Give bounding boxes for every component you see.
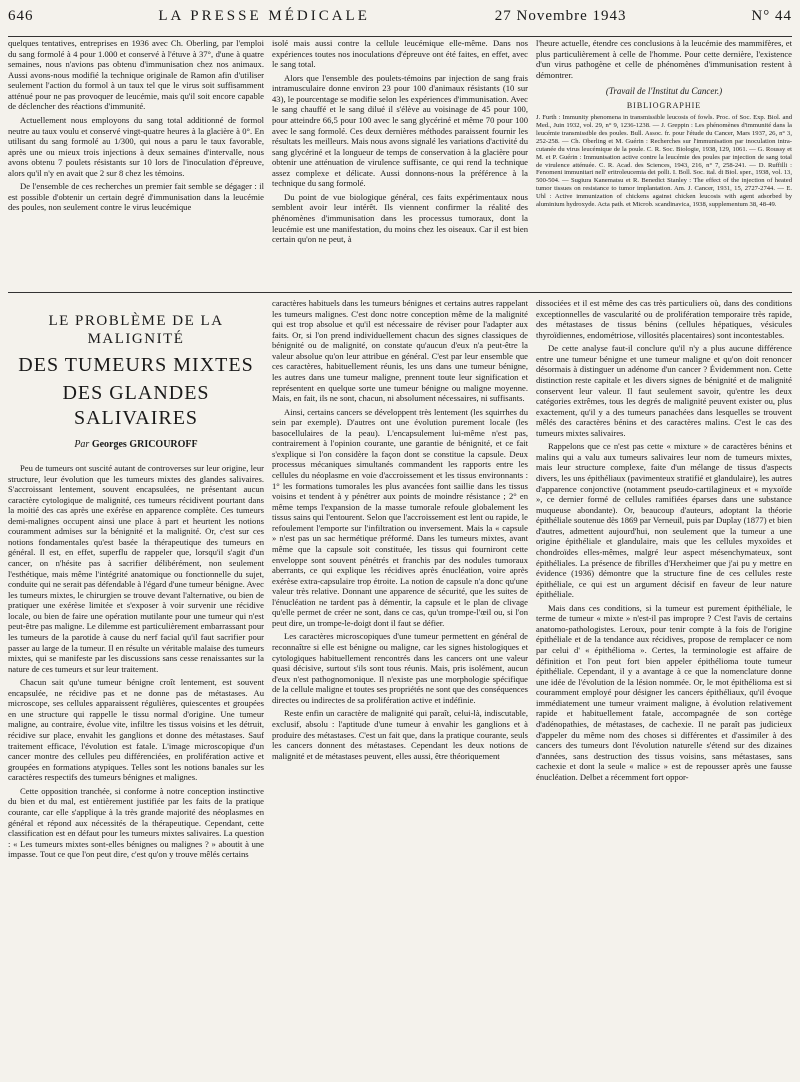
newspaper-page bbox=[8, 0, 792, 1070]
section-rule bbox=[8, 292, 792, 293]
paragraph: Du point de vue biologique général, ces faits expérimentaux nous semblent avoir leur intérêt. Ils viennent confirmer la réalité des phénomènes d'immunisation dans les processus tumoraux, dont la leucémie est une manifestation, du moins chez les oiseaux. Car il est bien certain qu'on ne peut, à bbox=[272, 191, 528, 245]
paragraph: Les caractères microscopiques d'une tumeur permettent en général de reconnaître si elle est bénigne ou maligne, car les signes histologiques et cytologiques habituellement rencontrés dans les cancers ont une valeur quasi décisive, surtout s'ils sont tous réunis. Mais, pris isolément, aucun d'eux n'est pathognomonique. Il n'existe pas une morphologie spécifique de la cellule maligne et toutes ses propriétés ne sont que des conséquences directes ou indirectes de sa prolifération active et indéfinie. bbox=[272, 631, 528, 705]
byline-prefix: Par bbox=[74, 438, 90, 450]
article-title bbox=[8, 312, 264, 431]
title-line: DES TUMEURS MIXTES bbox=[18, 353, 254, 376]
paragraph: quelques tentatives, entreprises en 1936 avec Ch. Oberling, par l'emploi du sang formolé à 4 pour 1.000 et conservé à l'étuve à 37°, d'une à quatre semaines, nous n'avions pas obtenu d'immunisation chez nos animaux. Aussi avons-nous modifié la technique originale de Ramon afin d'utiliser seulement l'action du formol à un taux tel que le virus soit suffisamment atténué pour ne pas provoquer de leucémie, mais qu'il soit encore capable de déclencher des réactions d'immunité. bbox=[8, 38, 264, 112]
top-column-3 bbox=[536, 38, 792, 286]
paragraph: Rappelons que ce n'est pas cette « mixture » de caractères bénins et malins qui a valu aux tumeurs salivaires leur nom de tumeurs mixtes, mais leur structure complexe, faite d'un mélange de tissus d'aspects divers, les uns épithéliaux (pavimenteux stratifié et glandulaire), les autres d'apparence conjonctive (notamment pseudo-cartilagineux et « myxoïde », ce dernier formé de cellules ramifiées éparses dans une substance muqueuse abondante). Or, beaucoup d'auteurs, adoptant la théorie épithéliale soutenue dès 1869 par Verneuil, puis par Duplay (1877) et bien d'autres, admettent aujourd'hui, non seulement que la tumeur a une origine épithéliale et glandulaire, mais que les cellules myxoïdes et chondroïdes elles-mêmes, malgré leur aspect mésenchymateux, sont épithéliales. La présence de fibrilles d'Herxheimer que j'ai pu y mettre en évidence (1936) démontre que la structure fine de ces cellules reste épithéliale, ce qui est un argument décisif en faveur de leur nature épithéliale. bbox=[536, 441, 792, 600]
paragraph: Ainsi, certains cancers se développent très lentement (les squirrhes du sein par exemple). D'autres ont une évolution purement locale (les basocellulaires de la peau). L'encapsulement lui-même n'est pas, contrairement à l'opinion courante, une garantie de bénignité, et ce fait s'explique si l'on considère la façon dont se constitue la capsule. Deux processus mécaniques simultanés commandent les rapports entre les cellules du néoplasme en voie d'accroissement et les tissus environnants : 1° les formations tumorales les plus avancées font saillie dans les tissus voisins et tendent à y pénétrer aux points de moindre résistance ; 2° en même temps l'expansion de la masse tumorale refoule globalement les tissus sains qui l'entourent. Selon que l'accroissement est lent ou rapide, le refoulement l'emporte sur l'infiltration ou inversement. Mais la « capsule » n'est pas un sac hermétique préformé. Dans les tumeurs mixtes, avant même que la capsule soit constituée, les tissus qui fourniront cette enveloppe sont souvent pénétrés et franchis par des nodules tumoraux aberrants, ce qui explique les récidives après énucléation, voire après exérèse extra-capsulaire trop étroite. La notion de capsule n'a donc qu'une valeur très relative. Donnant une apparence de sécurité, que les suites de l'énucléation ne tardent pas à démentir, la capsule et le plan de clivage qu'elle permet de créer ne sont, dans ce cas, qu'un trompe-l'œil ou, si l'on peut dire, un trompe-le-doigt dont il faut se défier. bbox=[272, 406, 528, 628]
journal-title: LA PRESSE MÉDICALE bbox=[158, 8, 370, 24]
paragraph: Reste enfin un caractère de malignité qui paraît, celui-là, indiscutable, exclusif, absolu : l'aptitude d'une tumeur à envahir les ganglions et à produire des métastases. C'est un fait que, dans la pratique courante, seuls les cancers donnent des métastases. Cependant les deux notions de malignité et de métastases peuvent, elles aussi, être théoriquement bbox=[272, 708, 528, 761]
institution-credit: (Travail de l'Institut du Cancer.) bbox=[605, 86, 723, 97]
paragraph: Mais dans ces conditions, si la tumeur est purement épithéliale, le terme de tumeur « mixte » n'est-il pas impropre ? C'est l'avis de certains anatomo-pathologistes. Leroux, pour tenir compte à la fois de l'origine épithéliale et de la tendance aux récidives, propose de remplacer ce nom par celui d' « épithélioma ». Certes, la terminologie est affaire de définition et l'on peut fort bien appeler épithélioma toute tumeur épithéliale. Cependant, il y a avantage à ce que la nomenclature donne une idée de l'évolution de la lésion nommée. Or, le mot épithélioma est si couramment employé pour désigner les cancers épithéliaux, qu'il évoque immédiatement une tumeur vraiment maligne, à évolution relativement rapide et habituellement fatale, accompagnée de son cortège d'adénopathies, de métastases, de cachexie. Il ne paraît pas judicieux d'appeler du même nom des choses si différentes et d'assimiler à des cancers des tumeurs dont l'évolution naturelle s'étend sur des dizaines d'années, sans destruction des tissus voisins, sans métastases, sans cachexie et dont la seule « malice » est de repousser après une fausse énucléation. Delbet a récemment fort oppor- bbox=[536, 602, 792, 782]
paragraph: De l'ensemble de ces recherches un premier fait semble se dégager : il est possible d'obtenir un certain degré d'immunisation dans la leucémie des poules, non seulement contre le virus leucémique bbox=[8, 181, 264, 213]
paragraph: l'heure actuelle, étendre ces conclusions à la leucémie des mammifères, et plus particulièrement à celle de l'homme. Pour cette dernière, l'existence d'un virus pathogène et celle de phénomènes d'immunisation restent à démontrer. bbox=[536, 38, 792, 80]
page-number: 646 bbox=[8, 8, 34, 24]
title-line: DES GLANDES SALIVAIRES bbox=[62, 382, 210, 430]
paragraph: dissociées et il est même des cas très particuliers où, dans des conditions exceptionnelles de vascularité ou de prolifération temporaire très rapide, des métastases de tissus bénins (cellules hépatiques, vésicules thyroïdiennes, endométriose, villosités placentaires) sont incontestables. bbox=[536, 298, 792, 340]
article-column-2 bbox=[272, 298, 528, 1070]
top-column-1 bbox=[8, 38, 264, 286]
article-column-1 bbox=[8, 298, 264, 1070]
issue-number: N° 44 bbox=[751, 8, 792, 24]
paragraph: De cette analyse faut-il conclure qu'il n'y a plus aucune différence entre une tumeur bénigne et une tumeur maligne et qu'on doit renoncer désormais à distinguer un adénome d'un cancer ? Évidemment non. Cette distinction reste capitale et les divers signes de bénignité et de malignité conservent leur valeur. Il faut seulement savoir, qu'entre les deux catégories extrêmes, tous les degrés de malignité peuvent exister ou, plus exactement, qu'il y a des tumeurs panachées dans lesquelles se trouvent mêlés des caractères bénins et des caractères malins. C'est le cas des tumeurs mixtes salivaires. bbox=[536, 343, 792, 438]
paragraph: Cette opposition tranchée, si conforme à notre conception instinctive du bien et du mal, est entièrement justifiée par les faits de la pratique courante, car elle s'applique à la très grande majorité des néoplasmes en général et répond aux nécessités de la thérapeutique. Cependant, cette classification est en défaut pour les tumeurs mixtes salivaires. La question : « Les tumeurs mixtes sont-elles bénignes ou malignes ? » aboutit à une impasse. Tout ce que l'on peut dire, c'est qu'on y trouve mêlés certains bbox=[8, 785, 264, 860]
author-name: Georges GRICOUROFF bbox=[91, 438, 198, 450]
article bbox=[8, 298, 792, 1070]
paragraph: Alors que l'ensemble des poulets-témoins par injection de sang frais intramusculaire donne environ 23 pour 100 d'animaux résistants (10 sur 43), le pourcentage se modifie selon les expériences d'immunisation. Avec le sang chauffé et le sang dilué il s'élève au voisinage de 45 pour 100, pour atteindre 66,5 pour 100 avec le sang glycériné et même 70 pour 100 avec le sang formolé. Ces deux dernières méthodes paraissent fournir les résultats les meilleurs. Mais nous avons signalé les variations d'activité du sang glycériné et la longueur de temps de conservation à la glacière pour obtenir une atténuation de virulence suffisante, ce qui rend la technique assez complexe et délicate. Aussi donnons-nous la préférence à la technique du sang formolé. bbox=[272, 72, 528, 189]
article-column-3 bbox=[536, 298, 792, 1070]
byline bbox=[8, 439, 264, 451]
title-line: LE PROBLÈME DE LA MALIGNITÉ bbox=[48, 313, 224, 348]
previous-article-continuation bbox=[8, 38, 792, 286]
paragraph: Chacun sait qu'une tumeur bénigne croît lentement, est souvent encapsulée, ne récidive pas et ne donne pas de métastases. Au microscope, ses cellules apparaissent régulières, quiescentes et groupées en une structure qui rappelle le tissu normal d'origine. Une tumeur maligne, au contraire, évolue vite, infiltre les tissus voisins et les détruit, récidive sur place, envahit les ganglions et donne des métastases. Sauf traitement efficace, l'évolution est fatale. L'image microscopique d'un cancer montre des cellules peu différenciées, en prolifération active et groupées en formations atypiques. Telles sont les notions banales sur les caractères respectifs des tumeurs bénignes et malignes. bbox=[8, 677, 264, 783]
bibliography-heading: BIBLIOGRAPHIE bbox=[626, 101, 702, 111]
page-header bbox=[8, 0, 792, 38]
paragraph: isolé mais aussi contre la cellule leucémique elle-même. Dans nos expériences toutes nos inoculations d'épreuve ont été faites, en effet, avec le sang total. bbox=[272, 38, 528, 70]
bibliography: J. Furth : Immunity phenomena in transmissible leucosis of fowls. Proc. of Soc. Exp. Biol. and Med., Juin 1932, vol. 29, n° 9, 1236-1238. — J. Greppin : Les phénomènes d'immunité dans la leucémie transmissible des poules. Bull. Assoc. fr. pour l'étude du Cancer, Mars 1937, 26, n° 3, 252-258. — Ch. Oberling et M. Guérin : Recherches sur l'immunisation par inoculation intra-cutanée du virus leucémique de la poule. C. R. Soc. Biologie, 1938, 129, 1061. — G. Roussy et M. et P. Guérin : Immunisation active contre la leucémie des poules par injection de sang total de virulence atténuée. C. R. Acad. des Sciences, 1943, 216, n° 7, 258-241. — D. Ruffilli : Fenomeni immunitari nell' eritroleucemia dei polli. I. Boll. Soc. ital. di Biol. sper., 1938, vol. 13, 500-504. — Sugiura Kanematsu et R. Benedict Stanley : The effect of the injection of heated tumor tissues on resistance to tumor implantation. Am. J. Cancer, 1931, 15, 2727-2744. — E. Uhl : Active immunization of chickens against chicken leucosis with agent adsorbed by aluminium hydroxyde. Acta path. et Microb. scandinavica, 1938, supplementum 38, 48-49. bbox=[536, 114, 792, 209]
paragraph: Actuellement nous employons du sang total additionné de formol neutre au taux voulu et conservé vingt-quatre heures à la glacière à 0°. En utilisant du sang formolé au 1/300, qui nous a paru le taux favorable, après une ou mieux trois injections à deux semaines d'intervalle, nous avons obtenu 7 poulets résistants sur 10 lors de l'inoculation d'épreuve, alors qu'il n'y en avait que 2 sur 8 chez les témoins. bbox=[8, 114, 264, 178]
paragraph: Peu de tumeurs ont suscité autant de controverses sur leur origine, leur structure, leur évolution que les tumeurs mixtes des glandes salivaires. S'accroissant lentement, souvent encapsulées, ne présentant aucun caractère cytologique de malignité, ces tumeurs récidivent pourtant dans la moitié des cas après une exérèse en apparence complète. Ces tumeurs demi-malignes occupent ainsi une place à part et heurtent les notions couramment admises sur la bénignité et la malignité. Or, c'est sur ces notions fondamentales qu'est basée la thérapeutique des tumeurs en général. Il est, en effet, superflu de rappeler que, lorsqu'il s'agit d'un cancer, on n'hésite pas à sacrifier délibérément, non seulement l'esthétique, mais même l'intégrité anatomique ou fonctionnelle du sujet, conduite qui ne serait pas défendable à l'égard d'une tumeur bénigne. Avec les tumeurs mixtes, le chirurgien se trouve devant l'alternative, ou bien de pratiquer une exérèse limitée et s'exposer à voir survenir une récidive locale, ou bien de faire une opération mutilante pour une tumeur qui n'est peut-être pas maligne. Le dilemme est particulièrement embarrassant pour les tumeurs de la parotide à cause du nerf facial qu'il faut sacrifier pour passer au large de la tumeur. Il en résulte un véritable malaise des tumeurs mixtes, qui se manifeste par les discussions sans cesse renaissantes sur la nature de ces tumeurs et sur leur traitement. bbox=[8, 462, 264, 674]
header-rule bbox=[8, 36, 792, 37]
issue-date: 27 Novembre 1943 bbox=[494, 8, 627, 24]
top-column-2 bbox=[272, 38, 528, 286]
paragraph: caractères habituels dans les tumeurs bénignes et certains autres rappelant les tumeurs malignes. C'est donc notre conception même de la malignité qui est trop absolue et qu'il est nécessaire de réviser pour l'adapter aux faits. Or, si l'on prend individuellement chacun des signes classiques de bénignité ou de malignité, on constate qu'aucun d'eux n'a peut-être la valeur absolue qu'on leur attribue en général. C'est par leur ensemble que ces caractères, habituellement réunis, les uns dans une tumeur bénigne, les autres dans une tumeur maligne, prennent toute leur signification et représentent en quelque sorte une tumeur bénigne ou maligne moyenne. Mais, en fait, ils ne sont, chacun, ni absolument nécessaires, ni suffisants. bbox=[272, 298, 528, 404]
